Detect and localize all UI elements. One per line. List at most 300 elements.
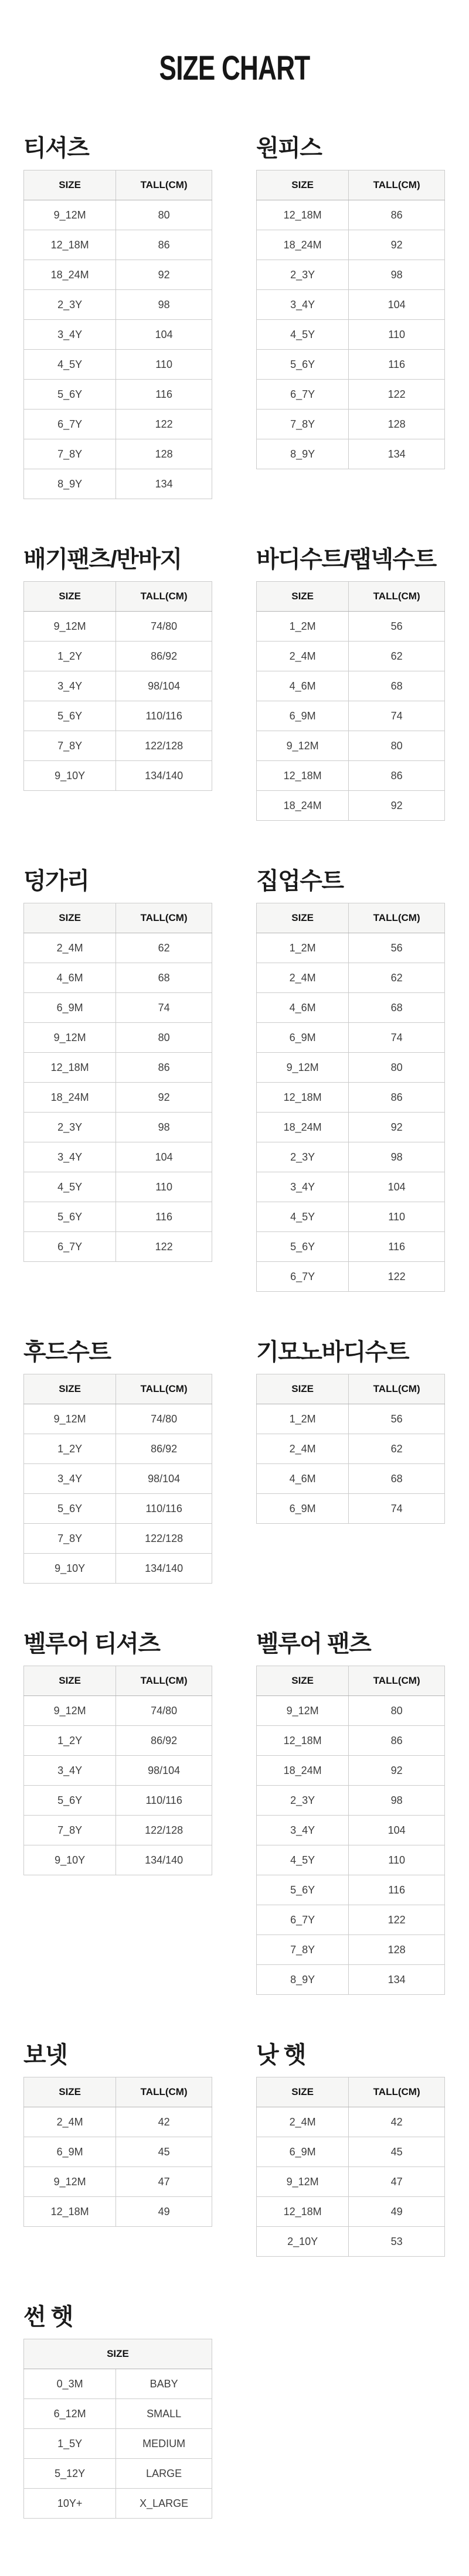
tall-cell: 134	[349, 439, 445, 469]
table-header-cell: TALL(CM)	[116, 1666, 212, 1696]
table-row	[24, 701, 212, 731]
size-chart-section	[256, 135, 445, 469]
tall-cell: X_LARGE	[116, 2489, 212, 2519]
table-row	[257, 642, 445, 671]
table-row	[24, 1142, 212, 1172]
tall-cell: 98/104	[116, 1756, 212, 1786]
size-cell: 3_4Y	[257, 1816, 349, 1845]
tall-cell: 122	[116, 410, 212, 439]
table-header-cell: SIZE	[257, 1374, 349, 1404]
size-table-body	[24, 2369, 212, 2519]
section-title: 집업수트	[256, 868, 344, 894]
tall-cell: 116	[349, 1875, 445, 1905]
table-header-row	[24, 170, 212, 200]
tall-cell: 80	[349, 1053, 445, 1083]
section-title: 기모노바디수트	[256, 1339, 409, 1365]
table-header-row	[24, 903, 212, 933]
tall-cell: 92	[349, 1756, 445, 1786]
tall-cell: 122	[349, 1262, 445, 1292]
table-row	[24, 1696, 212, 1726]
table-row	[257, 1726, 445, 1756]
size-cell: 2_3Y	[24, 290, 116, 320]
tall-cell: 74	[349, 701, 445, 731]
table-row	[24, 2107, 212, 2137]
size-table	[23, 1666, 212, 1875]
table-row	[24, 963, 212, 993]
table-row	[24, 731, 212, 761]
table-row	[24, 230, 212, 260]
tall-cell: 98	[349, 1142, 445, 1172]
size-cell: 6_7Y	[257, 380, 349, 410]
section-row	[23, 868, 447, 1292]
size-table-body	[24, 1404, 212, 1584]
table-row	[257, 1816, 445, 1845]
size-cell: 5_6Y	[257, 1232, 349, 1262]
size-cell: 2_4M	[24, 933, 116, 963]
table-row	[257, 2227, 445, 2257]
tall-cell: 56	[349, 612, 445, 642]
size-table	[256, 581, 445, 821]
table-header-cell: SIZE	[24, 2077, 116, 2107]
tall-cell: 110	[349, 1845, 445, 1875]
table-header-cell: TALL(CM)	[349, 170, 445, 200]
tall-cell: 56	[349, 933, 445, 963]
table-row	[257, 1494, 445, 1524]
size-cell: 18_24M	[24, 1083, 116, 1113]
size-cell: 2_3Y	[24, 1113, 116, 1142]
size-cell: 2_3Y	[257, 260, 349, 290]
size-chart-section	[256, 546, 445, 821]
tall-cell: 128	[116, 439, 212, 469]
table-row	[257, 671, 445, 701]
size-cell: 5_6Y	[257, 350, 349, 380]
tall-cell: 110	[116, 1172, 212, 1202]
section-row	[23, 135, 447, 499]
table-header-row	[257, 903, 445, 933]
table-row	[257, 1696, 445, 1726]
size-table-head	[257, 2077, 445, 2107]
size-cell: 4_6M	[257, 993, 349, 1023]
tall-cell: 110	[349, 1202, 445, 1232]
table-header-row	[24, 2077, 212, 2107]
table-row	[24, 2429, 212, 2459]
tall-cell: 47	[349, 2167, 445, 2197]
section-title: 썬 햇	[23, 2304, 73, 2330]
table-row	[257, 260, 445, 290]
size-table	[256, 1666, 445, 1995]
size-table	[23, 903, 212, 1262]
table-row	[257, 1142, 445, 1172]
size-cell: 18_24M	[257, 230, 349, 260]
table-row	[24, 1053, 212, 1083]
table-row	[24, 1404, 212, 1434]
tall-cell: 110	[349, 320, 445, 350]
size-cell: 9_12M	[24, 612, 116, 642]
size-cell: 9_12M	[24, 200, 116, 230]
section-title: 후드수트	[23, 1339, 111, 1365]
size-cell: 7_8Y	[24, 1816, 116, 1845]
size-cell: 12_18M	[24, 1053, 116, 1083]
table-row	[24, 1524, 212, 1554]
table-header-cell: TALL(CM)	[116, 2077, 212, 2107]
tall-cell: 122/128	[116, 731, 212, 761]
size-chart-sections	[0, 135, 469, 2519]
table-row	[257, 993, 445, 1023]
table-header-row	[257, 1666, 445, 1696]
tall-cell: BABY	[116, 2369, 212, 2399]
size-cell: 6_7Y	[24, 1232, 116, 1262]
tall-cell: 80	[349, 1696, 445, 1726]
table-row	[257, 1905, 445, 1935]
size-chart-section	[256, 868, 445, 1292]
table-row	[24, 1434, 212, 1464]
section-title: 바디수트/랩넥수트	[256, 547, 436, 572]
size-cell: 5_6Y	[257, 1875, 349, 1905]
table-row	[257, 1935, 445, 1965]
size-cell: 3_4Y	[24, 1142, 116, 1172]
size-table	[256, 903, 445, 1292]
size-cell: 6_7Y	[257, 1262, 349, 1292]
size-cell: 9_12M	[24, 2167, 116, 2197]
table-header-row	[24, 582, 212, 612]
table-header-cell: TALL(CM)	[349, 1374, 445, 1404]
tall-cell: 104	[349, 290, 445, 320]
table-row	[24, 2137, 212, 2167]
size-cell: 3_4Y	[257, 290, 349, 320]
size-cell: 2_3Y	[257, 1142, 349, 1172]
size-table-head	[24, 582, 212, 612]
tall-cell: 49	[116, 2197, 212, 2227]
tall-cell: 86/92	[116, 1434, 212, 1464]
table-header-cell: SIZE	[24, 2339, 212, 2369]
size-cell: 9_12M	[257, 731, 349, 761]
size-cell: 7_8Y	[24, 439, 116, 469]
size-cell: 5_6Y	[24, 701, 116, 731]
table-row	[24, 612, 212, 642]
size-cell: 2_10Y	[257, 2227, 349, 2257]
size-table-head	[257, 1374, 445, 1404]
tall-cell: 42	[116, 2107, 212, 2137]
table-header-cell: TALL(CM)	[116, 1374, 212, 1404]
tall-cell: 98	[349, 260, 445, 290]
size-table-body	[257, 1404, 445, 1524]
size-cell: 4_5Y	[24, 1172, 116, 1202]
table-header-cell: TALL(CM)	[116, 903, 212, 933]
table-header-cell: SIZE	[257, 170, 349, 200]
size-cell: 12_18M	[24, 230, 116, 260]
table-row	[24, 2489, 212, 2519]
size-cell: 9_12M	[257, 1053, 349, 1083]
size-chart-section	[23, 1630, 212, 1875]
size-table-body	[257, 933, 445, 1292]
table-row	[24, 1726, 212, 1756]
table-row	[257, 2137, 445, 2167]
size-table	[23, 1374, 212, 1584]
tall-cell: 42	[349, 2107, 445, 2137]
table-row	[257, 200, 445, 230]
tall-cell: 74/80	[116, 1404, 212, 1434]
size-cell: 3_4Y	[24, 1756, 116, 1786]
table-row	[24, 1023, 212, 1053]
table-row	[257, 963, 445, 993]
size-cell: 8_9Y	[257, 1965, 349, 1995]
table-row	[257, 1875, 445, 1905]
size-chart-section	[23, 1339, 212, 1584]
tall-cell: 122	[116, 1232, 212, 1262]
table-header-row	[24, 2339, 212, 2369]
section-title: 보넷	[23, 2042, 67, 2068]
size-table-head	[24, 1666, 212, 1696]
table-row	[24, 2459, 212, 2489]
size-cell: 3_4Y	[257, 1172, 349, 1202]
table-row	[257, 933, 445, 963]
table-header-cell: TALL(CM)	[349, 1666, 445, 1696]
table-row	[257, 1113, 445, 1142]
size-cell: 2_4M	[257, 2107, 349, 2137]
size-table	[23, 2339, 212, 2519]
tall-cell: 45	[116, 2137, 212, 2167]
tall-cell: 104	[349, 1816, 445, 1845]
size-cell: 18_24M	[24, 260, 116, 290]
table-row	[257, 230, 445, 260]
table-header-cell: SIZE	[24, 170, 116, 200]
size-cell: 8_9Y	[24, 469, 116, 499]
tall-cell: 134	[349, 1965, 445, 1995]
size-cell: 12_18M	[257, 1083, 349, 1113]
size-cell: 5_6Y	[24, 1202, 116, 1232]
table-row	[257, 1053, 445, 1083]
table-header-cell: TALL(CM)	[349, 582, 445, 612]
size-cell: 2_3Y	[257, 1786, 349, 1816]
table-header-row	[257, 1374, 445, 1404]
tall-cell: 98/104	[116, 1464, 212, 1494]
size-table-body	[24, 200, 212, 499]
section-row	[23, 1630, 447, 1995]
tall-cell: 134/140	[116, 1845, 212, 1875]
size-cell: 12_18M	[257, 761, 349, 791]
size-table	[23, 581, 212, 791]
size-cell: 3_4Y	[24, 671, 116, 701]
tall-cell: 122	[349, 380, 445, 410]
table-header-cell: SIZE	[257, 1666, 349, 1696]
section-row	[23, 546, 447, 821]
size-cell: 9_10Y	[24, 761, 116, 791]
size-cell: 5_12Y	[24, 2459, 116, 2489]
table-row	[257, 1845, 445, 1875]
section-title: 덩가리	[23, 868, 89, 894]
tall-cell: 98	[116, 290, 212, 320]
tall-cell: 86	[349, 1083, 445, 1113]
tall-cell: 45	[349, 2137, 445, 2167]
tall-cell: 128	[349, 1935, 445, 1965]
section-title: 낫 햇	[256, 2042, 305, 2068]
tall-cell: 74/80	[116, 612, 212, 642]
size-cell: 2_4M	[24, 2107, 116, 2137]
table-row	[24, 2399, 212, 2429]
table-row	[24, 1845, 212, 1875]
table-row	[24, 1494, 212, 1524]
table-row	[24, 1113, 212, 1142]
tall-cell: 104	[349, 1172, 445, 1202]
size-table-body	[257, 612, 445, 821]
tall-cell: 74	[116, 993, 212, 1023]
size-cell: 1_2M	[257, 1404, 349, 1434]
section-title: 벨루어 팬츠	[256, 1631, 371, 1657]
section-row	[23, 1339, 447, 1584]
tall-cell: 68	[349, 671, 445, 701]
table-row	[257, 1083, 445, 1113]
table-row	[24, 1202, 212, 1232]
table-row	[24, 380, 212, 410]
table-row	[24, 642, 212, 671]
table-row	[24, 1083, 212, 1113]
size-table	[256, 1374, 445, 1524]
tall-cell: 49	[349, 2197, 445, 2227]
table-row	[257, 290, 445, 320]
size-chart-section	[23, 868, 212, 1262]
table-row	[24, 671, 212, 701]
tall-cell: 92	[116, 1083, 212, 1113]
table-row	[24, 1464, 212, 1494]
table-row	[257, 1464, 445, 1494]
tall-cell: 86	[116, 1053, 212, 1083]
size-cell: 1_2Y	[24, 1434, 116, 1464]
tall-cell: 98	[116, 1113, 212, 1142]
table-row	[24, 2197, 212, 2227]
size-cell: 4_5Y	[257, 320, 349, 350]
table-row	[257, 410, 445, 439]
size-cell: 7_8Y	[24, 1524, 116, 1554]
size-cell: 6_9M	[24, 993, 116, 1023]
size-table-head	[24, 1374, 212, 1404]
size-table	[23, 2077, 212, 2227]
table-row	[257, 1023, 445, 1053]
size-table-body	[257, 200, 445, 469]
size-cell: 5_6Y	[24, 1786, 116, 1816]
size-table	[256, 2077, 445, 2257]
size-cell: 2_4M	[257, 1434, 349, 1464]
table-header-row	[257, 2077, 445, 2107]
size-table-body	[24, 2107, 212, 2227]
size-chart-section	[256, 2042, 445, 2257]
size-chart-section	[256, 1630, 445, 1995]
size-cell: 8_9Y	[257, 439, 349, 469]
tall-cell: 74	[349, 1494, 445, 1524]
tall-cell: 116	[349, 1232, 445, 1262]
tall-cell: 92	[349, 791, 445, 821]
size-table-head	[257, 582, 445, 612]
size-cell: 18_24M	[257, 1113, 349, 1142]
size-table-head	[24, 2077, 212, 2107]
size-cell: 9_12M	[257, 1696, 349, 1726]
table-row	[257, 1232, 445, 1262]
table-header-cell: SIZE	[24, 1374, 116, 1404]
table-row	[257, 1202, 445, 1232]
table-row	[24, 1816, 212, 1845]
tall-cell: 80	[116, 200, 212, 230]
tall-cell: 122/128	[116, 1816, 212, 1845]
size-cell: 4_5Y	[257, 1845, 349, 1875]
size-table-body	[257, 2107, 445, 2257]
size-cell: 6_9M	[257, 701, 349, 731]
size-table-head	[257, 170, 445, 200]
table-row	[257, 1172, 445, 1202]
tall-cell: 116	[116, 1202, 212, 1232]
size-chart-section	[256, 1339, 445, 1524]
tall-cell: 134	[116, 469, 212, 499]
size-cell: 7_8Y	[257, 410, 349, 439]
size-cell: 4_6M	[257, 671, 349, 701]
table-row	[257, 439, 445, 469]
tall-cell: 74/80	[116, 1696, 212, 1726]
table-row	[257, 2107, 445, 2137]
table-row	[24, 993, 212, 1023]
size-cell: 9_12M	[257, 2167, 349, 2197]
tall-cell: 62	[349, 642, 445, 671]
size-cell: 2_4M	[257, 642, 349, 671]
page-title-text: SIZE CHART	[159, 49, 310, 87]
tall-cell: 80	[116, 1023, 212, 1053]
size-cell: 18_24M	[257, 791, 349, 821]
table-row	[24, 2369, 212, 2399]
size-table-body	[257, 1696, 445, 1995]
size-chart-section	[23, 2042, 212, 2227]
tall-cell: 62	[116, 933, 212, 963]
section-row	[23, 2042, 447, 2257]
table-header-cell: SIZE	[24, 582, 116, 612]
size-cell: 9_12M	[24, 1023, 116, 1053]
tall-cell: 86/92	[116, 642, 212, 671]
size-cell: 4_5Y	[257, 1202, 349, 1232]
table-row	[24, 1232, 212, 1262]
size-cell: 9_12M	[24, 1404, 116, 1434]
tall-cell: LARGE	[116, 2459, 212, 2489]
tall-cell: 92	[349, 1113, 445, 1142]
table-header-cell: SIZE	[257, 582, 349, 612]
table-row	[257, 1262, 445, 1292]
table-header-row	[257, 582, 445, 612]
tall-cell: 116	[116, 380, 212, 410]
tall-cell: 104	[116, 1142, 212, 1172]
tall-cell: 56	[349, 1404, 445, 1434]
tall-cell: 122	[349, 1905, 445, 1935]
table-row	[24, 933, 212, 963]
table-header-cell: TALL(CM)	[116, 582, 212, 612]
table-row	[24, 469, 212, 499]
tall-cell: 86/92	[116, 1726, 212, 1756]
size-cell: 4_6M	[257, 1464, 349, 1494]
size-cell: 4_5Y	[24, 350, 116, 380]
table-row	[24, 1756, 212, 1786]
table-row	[257, 350, 445, 380]
size-cell: 9_10Y	[24, 1845, 116, 1875]
size-table-body	[24, 1696, 212, 1875]
size-cell: 3_4Y	[24, 1464, 116, 1494]
size-table-head	[24, 2339, 212, 2369]
tall-cell: 47	[116, 2167, 212, 2197]
table-row	[257, 761, 445, 791]
table-row	[24, 439, 212, 469]
table-row	[24, 1554, 212, 1584]
size-cell: 6_12M	[24, 2399, 116, 2429]
size-cell: 9_12M	[24, 1696, 116, 1726]
size-cell: 10Y+	[24, 2489, 116, 2519]
tall-cell: 104	[116, 320, 212, 350]
table-row	[24, 2167, 212, 2197]
tall-cell: MEDIUM	[116, 2429, 212, 2459]
tall-cell: 98/104	[116, 671, 212, 701]
table-row	[257, 320, 445, 350]
